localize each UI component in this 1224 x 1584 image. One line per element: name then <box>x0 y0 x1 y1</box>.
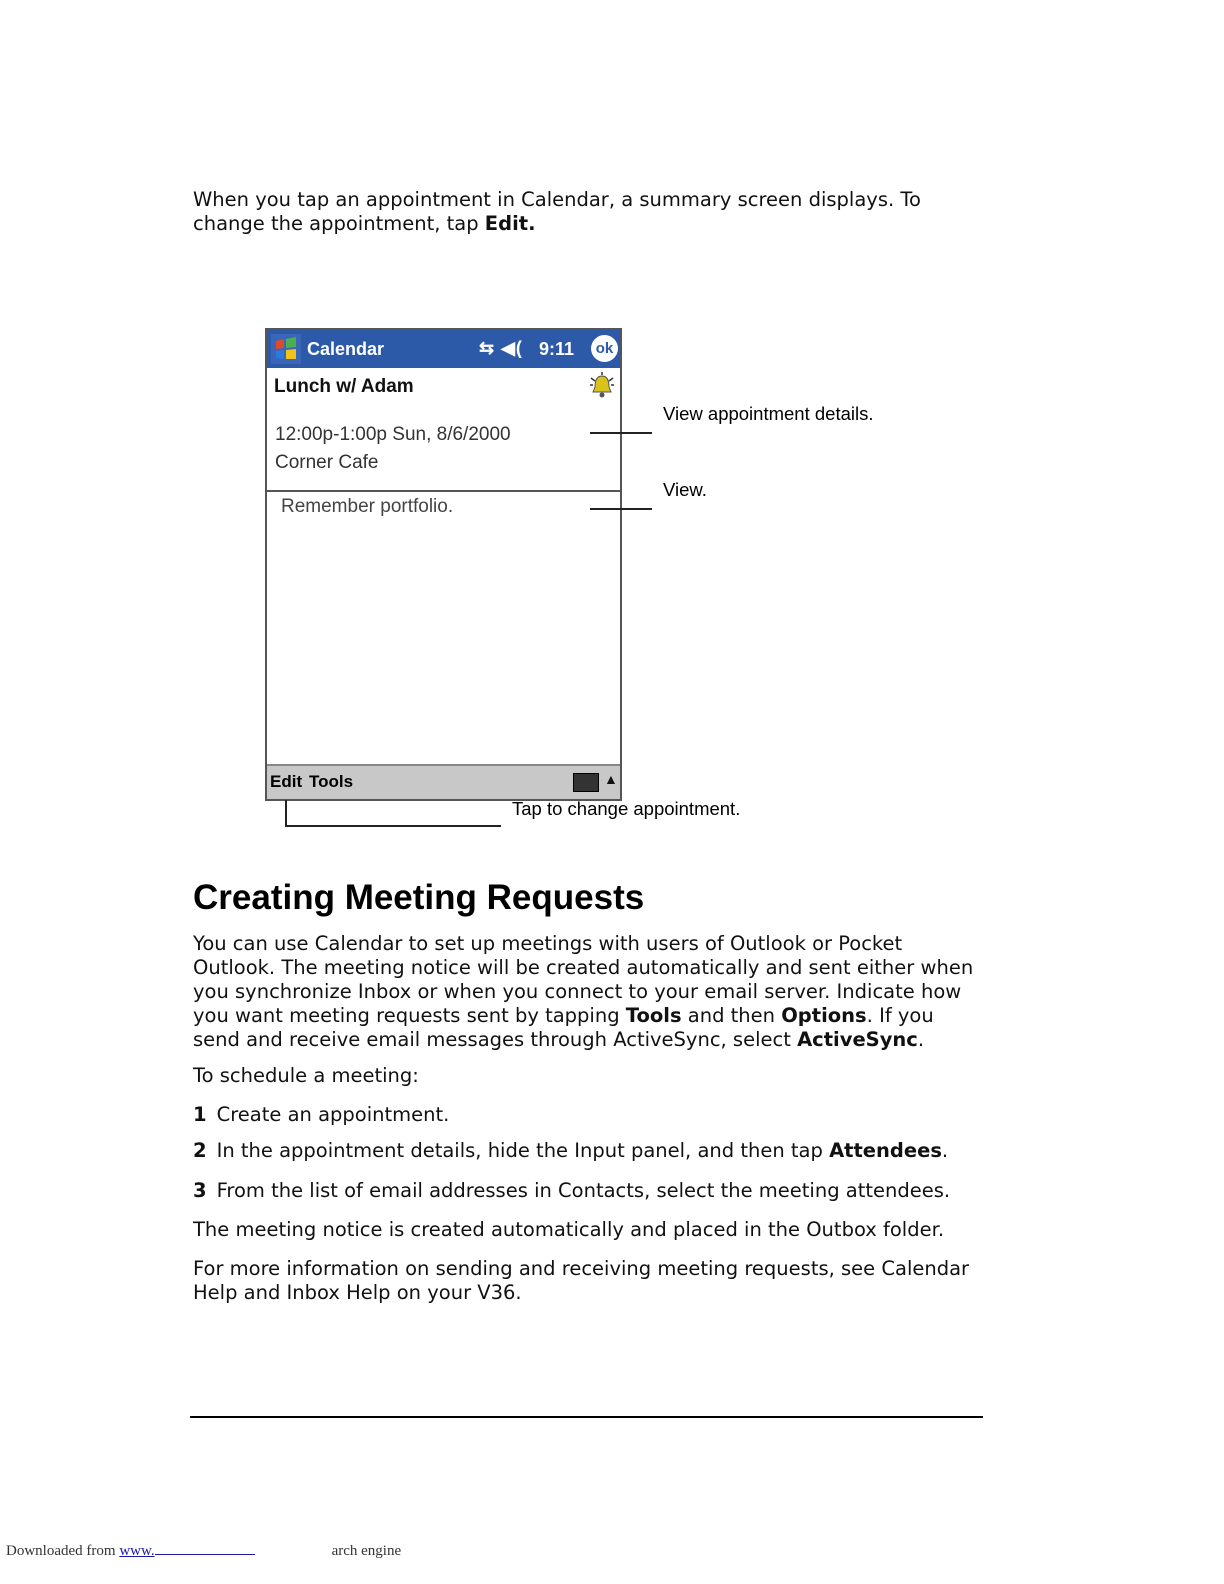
step-1: 1 Create an appointment. <box>193 1103 450 1126</box>
title-bar <box>267 330 620 368</box>
alarm-bell-icon <box>589 372 615 400</box>
step-3: 3 From the list of email addresses in Contacts, select the meeting attendees. <box>193 1179 951 1202</box>
outbox-paragraph: The meeting notice is created automatically and placed in the Outbox folder. <box>193 1218 945 1241</box>
app-title: Calendar <box>307 339 385 359</box>
ok-button[interactable]: ok <box>591 335 618 362</box>
callout-view-details: View appointment details. <box>663 403 874 424</box>
appointment-location[interactable]: Corner Cafe <box>275 452 379 473</box>
more-info-paragraph: For more information on sending and receiving meeting requests, see Calendar Help and Inbox Help on your V36. <box>193 1257 970 1304</box>
footer: Downloaded from www. arch engine <box>6 1543 402 1559</box>
clock[interactable]: 9:11 <box>539 339 575 359</box>
windows-start-icon[interactable] <box>271 334 301 364</box>
callout-line-details <box>590 432 652 434</box>
appointment-notes[interactable]: Remember portfolio. <box>281 496 454 517</box>
command-bar <box>267 764 620 799</box>
intro-paragraph: When you tap an appointment in Calendar, a summary screen displays. To change the appointment, tap Edit. <box>193 188 921 235</box>
schedule-lead: To schedule a meeting: <box>193 1064 419 1087</box>
step-2: 2 In the appointment details, hide the Input panel, and then tap Attendees. <box>193 1139 949 1162</box>
menu-edit[interactable]: Edit <box>270 772 303 791</box>
menu-tools[interactable]: Tools <box>309 772 354 791</box>
callout-tap-edit: Tap to change appointment. <box>512 798 741 819</box>
footer-rule <box>190 1416 983 1418</box>
appointment-title[interactable]: Lunch w/ Adam <box>274 376 414 397</box>
callout-line-edit-horizontal <box>285 825 501 827</box>
calendar-screenshot <box>265 328 622 801</box>
footer-link[interactable]: www. <box>119 1543 155 1559</box>
callout-view: View. <box>663 479 707 500</box>
status-icons[interactable]: ⇆ ◀( <box>479 338 523 358</box>
meeting-paragraph: You can use Calendar to set up meetings with users of Outlook or Pocket Outlook. The meeting notice will be created automatically and sent either when you synchronize Inbox or when you connect to your email server. Indicate how you want meeting requests sent by tapping Tools and then Options. If you send and receive email messages through ActiveSync, select ActiveSync. <box>193 932 974 1051</box>
input-panel-arrow-icon[interactable]: ▲ <box>604 771 618 787</box>
callout-line-edit-vertical <box>285 800 287 827</box>
keyboard-icon[interactable] <box>573 773 599 792</box>
callout-line-notes <box>590 508 652 510</box>
divider <box>267 490 620 492</box>
appointment-time[interactable]: 12:00p-1:00p Sun, 8/6/2000 <box>275 424 511 445</box>
section-heading: Creating Meeting Requests <box>193 878 645 917</box>
